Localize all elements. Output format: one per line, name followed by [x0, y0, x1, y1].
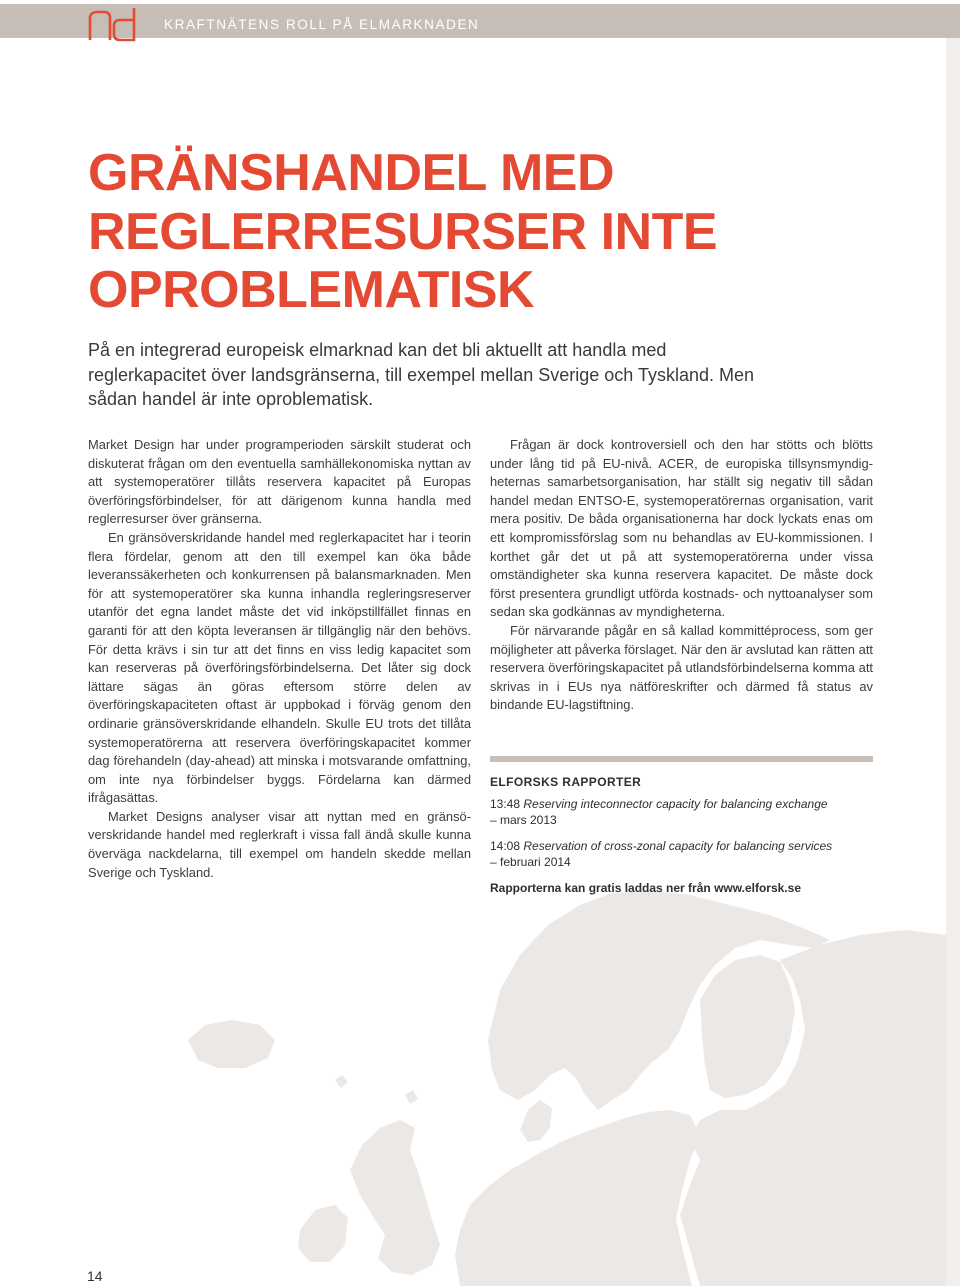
reports-heading: ELFORSKS RAPPORTER — [490, 775, 642, 789]
header-bar — [0, 4, 960, 38]
report-date: – februari 2014 — [490, 855, 571, 869]
report-title: Reserving inteconnector capacity for balancing exchange — [523, 797, 828, 811]
report-date: – mars 2013 — [490, 813, 557, 827]
report-number: 14:08 — [490, 839, 521, 853]
article-ingress: På en integrerad europeisk elmarknad kan det bli aktuellt att handla med reglerkapacitet över landsgränserna, till exempel mellan Sverige och Tyskland. Men sådan handel är inte oproblematisk. — [88, 340, 755, 409]
map-central-europe — [455, 1110, 700, 1286]
map-iceland — [188, 1020, 275, 1068]
report-number: 13:48 — [490, 797, 521, 811]
paragraph: Market Design har under programperioden särskilt studerat och diskuterat frågan om den eventuella samhällekonomiska nyttan av att systemoperatörer tillåts reservera kapacitet på Europas överföringsförbindelser, för att därigenom kunna handla med reglerresurser över gränserna. — [88, 437, 471, 527]
left-column — [88, 436, 471, 882]
report-item — [490, 796, 873, 828]
report-item — [490, 838, 873, 870]
map-britain — [350, 1120, 440, 1275]
download-link-text[interactable]: Rapporterna kan gratis laddas ner från www.elforsk.se — [490, 881, 801, 895]
reports-box — [490, 774, 873, 896]
nd-logo-icon — [86, 8, 138, 42]
map-denmark — [520, 1100, 552, 1142]
report-title: Reservation of cross-zonal capacity for balancing services — [523, 839, 833, 853]
paragraph: Market Designs analyser visar att nyttan med en gränsöverskridande handel med reglerkraft i vissa fall ändå skulle kunna överväga nackdelarna, till exempel om handeln skedde mellan Sverige och Tyskland. — [88, 808, 471, 880]
page-edge-strip — [946, 38, 960, 1286]
article-title: GRÄNSHANDEL MED REGLERRESURSER INTE OPROBLEMATISK — [88, 144, 718, 319]
reports-box-rule — [490, 756, 873, 762]
section-label: KRAFTNÄTENS ROLL PÅ ELMARKNADEN — [164, 17, 480, 32]
paragraph: För närvarande pågår en så kallad kommittéprocess, som ger möjligheter att påverka förslaget. När den är avslutad kan rätten att reservera överföringskapacitet på utlandsförbindelserna komma att skrivas in i EUs nya nätföreskrifter och därmed få status av bindande EU-lagstiftning. — [490, 622, 873, 713]
right-column — [490, 436, 873, 715]
paragraph: Frågan är dock kontroversiell och den har stötts och blötts under lång tid på EU-nivå. ACER, de europiska tillsynsmyndigheternas samarbetsorganisation, har ställt sig negativ till sådan handel medan ENTSO-E, systemoperatörernas organisation, varit mera positiv. De båda organisationerna har dock lyckats enas om ett kompromissförslag som nu behandlas av EU-kommissionen. I korthet går det ut på att systemoperatörerna under vissa omständigheter ska kunna reservera kapacitet. De måste dock först presentera grundligt utförda kostnads- och nyttoanalyser som sedan ska godkännas av myndigheterna. — [490, 437, 873, 620]
paragraph: En gränsöverskridande handel med reglerkapacitet har i teorin flera fördelar, genom att den till exempel kan öka både leveranssäkerheten och konkurrensen på balansmarknaden. Men för att systemoperatörer ska kunna inhandla regleringsreserver utanför det egna landet måste det vid inköpstillfället finnas en garanti för att den köpta leveransen är tillgänglig när den behövs. För detta krävs i sin tur att det finns en viss ledig kapacitet som kan reserveras på överföringsförbindelserna. Det låter sig dock lättare sägas än göras eftersom större delen av överföringskapaciteten oftast är uppbokad i förväg genom den ordinarie gränsöverskridande elhandeln. Skulle EU trots det tillåta systemoperatörerna att reservera överföringskapacitet kommer dag förehandeln (day-ahead) att minska i motsvarande omfattning, om inte nya förbindelser byggs. Fördelarna kan därmed ifrågasättas. — [88, 529, 471, 806]
map-ireland — [298, 1205, 348, 1262]
page-number: 14 — [87, 1268, 103, 1284]
map-finland — [700, 955, 795, 1098]
